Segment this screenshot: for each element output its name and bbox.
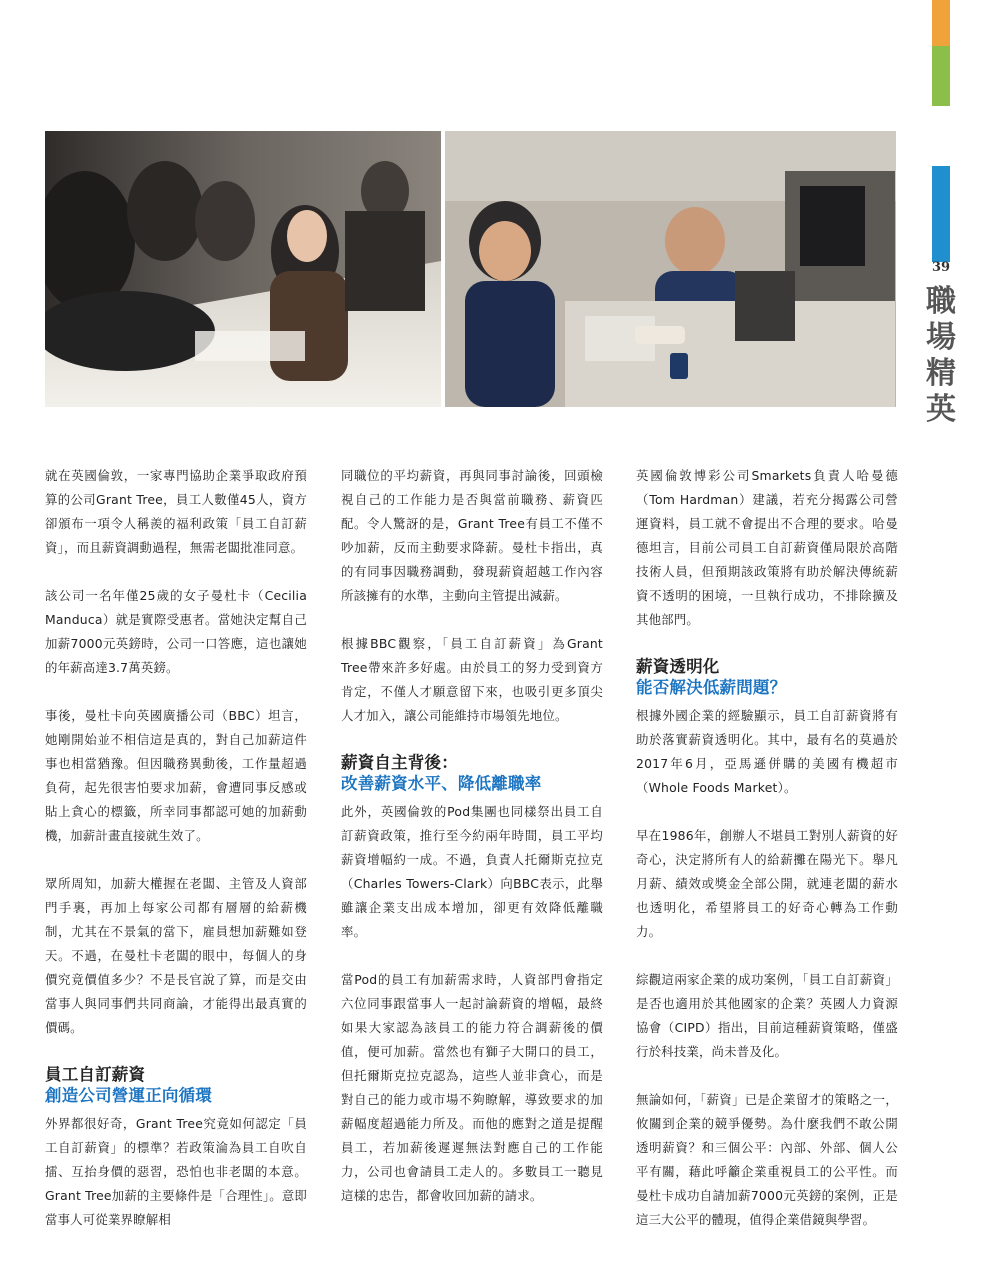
section-title-char: 場 — [926, 320, 956, 355]
section-title-char: 職 — [926, 284, 956, 319]
paragraph: 眾所周知，加薪大權握在老闆、主管及人資部門手裏，再加上每家公司都有層層的給薪機制，尤其在不景氣的當下，雇員想加薪難如登天。不過，在曼杜卡老闆的眼中，每個人的身價究竟價值多少？不是長官說了算，而是交由當事人與同事們共同商論，才能得出最真實的價碼。 — [45, 876, 307, 1035]
paragraph: 該公司一名年僅25歲的女子曼杜卡（Cecilia Manduca）就是實際受惠者。當她決定幫自己加薪7000元英鎊時，公司一口答應，這也讓她的年薪高達3.7萬英鎊。 — [45, 588, 307, 675]
subheading-3 — [636, 656, 898, 698]
paragraph: 早在1986年，創辦人不堪員工對別人薪資的好奇心，決定將所有人的給薪攤在陽光下。舉凡月薪、績效或獎金全部公開，就連老闆的薪水也透明化，希望將員工的好奇心轉為工作動力。 — [636, 828, 898, 939]
subheading-2 — [341, 752, 603, 794]
section-title-char: 精 — [926, 356, 956, 391]
paragraph: 事後，曼杜卡向英國廣播公司（BBC）坦言，她剛開始並不相信這是真的，對自己加薪這件事也相當猶豫。但因職務異動後，工作量超過負荷，起先很害怕要求加薪，會遭同事反感或貼上貪心的標籤，所幸同事都認可她的加薪動機，加薪計畫直接就生效了。 — [45, 708, 307, 843]
paragraph: 外界都很好奇，Grant Tree究竟如何認定「員工自訂薪資」的標準？若政策淪為員工自吹自擂、互抬身價的惡習，恐怕也非老闆的本意。Grant Tree加薪的主要條件是「合理性」。意即當事人可從業界瞭解相 — [45, 1116, 308, 1227]
paragraph: 綜觀這兩家企業的成功案例，「員工自訂薪資」是否也適用於其他國家的企業？英國人力資源協會（CIPD）指出，目前這種薪資策略，僅盛行於科技業，尚未普及化。 — [636, 972, 898, 1059]
sidebar-orange-tab — [932, 0, 950, 46]
photo-interview-hall — [45, 131, 441, 407]
section-title-char: 英 — [926, 392, 956, 427]
article-column-3 — [636, 464, 898, 1232]
article-column-1 — [45, 464, 307, 1232]
subheading-1-line-2: 創造公司營運正向循環 — [45, 1086, 212, 1105]
paragraph: 無論如何，「薪資」已是企業留才的策略之一，攸關到企業的競爭優勢。為什麼我們不敢公開透明薪資？和三個公平：內部、外部、個人公平有關，藉此呼籲企業重視員工的公平性。而曼杜卡成功自請加薪7000元英鎊的案例，正是這三大公平的體現，值得企業借鏡與學習。 — [636, 1092, 898, 1227]
paragraph: 英國倫敦博彩公司Smarkets負責人哈曼德（Tom Hardman）建議，若充分揭露公司營運資料，員工就不會提出不合理的要求。哈曼德坦言，目前公司員工自訂薪資僅局限於高階技術人員，但預期該政策將有助於解決傳統薪資不透明的困境，一旦執行成功，不排除擴及其他部門。 — [636, 468, 898, 627]
section-title — [924, 284, 958, 428]
sidebar-blue-tab — [932, 166, 950, 262]
paragraph: 根據BBC觀察，「員工自訂薪資」為Grant Tree帶來許多好處。由於員工的努力受到資方肯定，不僅人才願意留下來，也吸引更多頂尖人才加入，讓公司能維持市場領先地位。 — [341, 636, 603, 723]
paragraph: 此外，英國倫敦的Pod集團也同樣祭出員工自訂薪資政策，推行至今約兩年時間，員工平均薪資增幅約一成。不過，負責人托爾斯克拉克（Charles Towers-Clark）向BBC表示，此舉雖讓企業支出成本增加，卻更有效降低離職率。 — [341, 804, 603, 939]
subheading-1-line-1: 員工自訂薪資 — [45, 1065, 146, 1084]
page-number: 39 — [931, 260, 951, 275]
paragraph: 當Pod的員工有加薪需求時，人資部門會指定六位同事跟當事人一起討論薪資的增幅，最終如果大家認為該員工的能力符合調薪後的價值，便可加薪。當然也有獅子大開口的員工，但托爾斯克拉克認為，這些人並非貪心，而是對自己的能力或市場不夠瞭解，導致要求的加薪幅度超過能力所及。而他的應對之道是提醒員工，若加薪後遲遲無法對應自己的工作能力，公司也會請員工走人的。多數員工一聽見這樣的忠告，都會收回加薪的請求。 — [341, 972, 603, 1203]
subheading-2-line-1: 薪資自主背後： — [341, 753, 458, 772]
photo-office-workers-image — [445, 131, 896, 407]
subheading-1 — [45, 1064, 307, 1106]
photo-interview-hall-image — [45, 131, 441, 407]
subheading-3-line-1: 薪資透明化 — [636, 657, 720, 676]
paragraph: 根據外國企業的經驗顯示，員工自訂薪資將有助於落實薪資透明化。其中，最有名的莫過於2017年6月，亞馬遜併購的美國有機超市（Whole Foods Market）。 — [636, 708, 898, 795]
photo-office-workers — [445, 131, 896, 407]
paragraph: 就在英國倫敦，一家專門協助企業爭取政府預算的公司Grant Tree，員工人數僅45人，資方卻頒布一項令人稱羨的福利政策「員工自訂薪資」，而且薪資調動過程，無需老闆批准同意。 — [45, 468, 307, 555]
subheading-2-line-2: 改善薪資水平、降低離職率 — [341, 774, 542, 793]
subheading-3-line-2: 能否解決低薪問題？ — [636, 678, 787, 697]
paragraph: 同職位的平均薪資，再與同事討論後，回頭檢視自己的工作能力是否與當前職務、薪資匹配。令人驚訝的是，Grant Tree有員工不僅不吵加薪，反而主動要求降薪。曼杜卡指出，真的有同事因職務調動，發現薪資超越工作內容所該擁有的水準，主動向主管提出減薪。 — [341, 468, 603, 603]
article-column-2 — [341, 464, 603, 1208]
sidebar-green-tab — [932, 46, 950, 106]
